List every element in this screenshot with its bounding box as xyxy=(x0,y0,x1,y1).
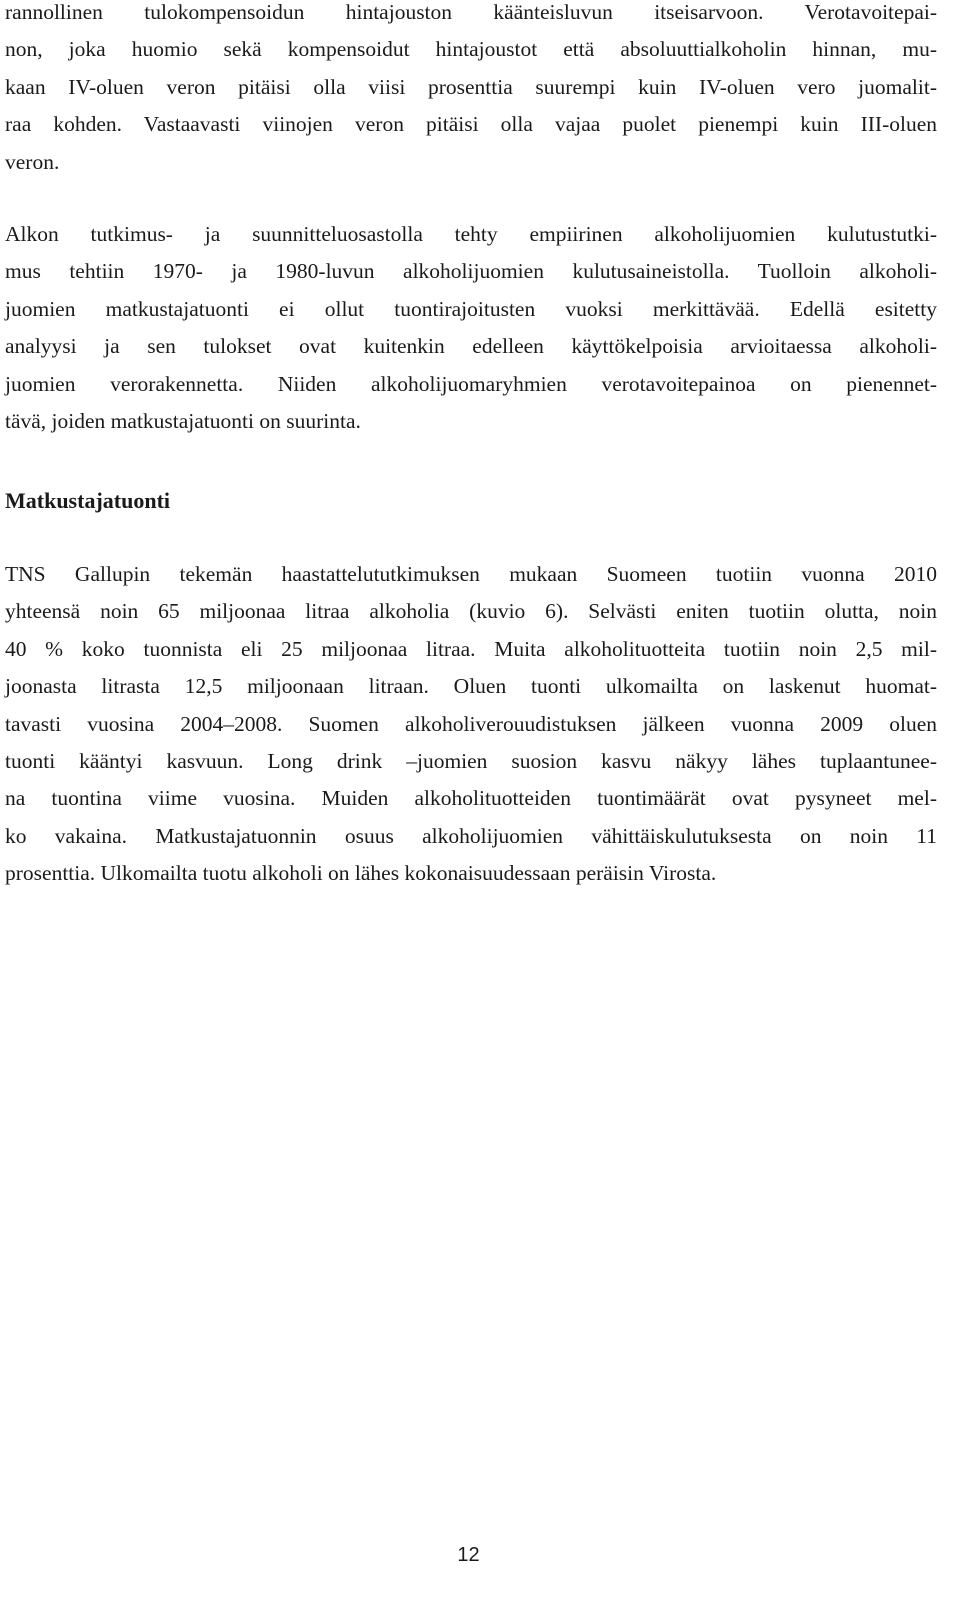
text-line: rannollinen tulokompensoidun hintajouston käänteisluvun itseisarvoon. Verotavoitepai- xyxy=(5,0,937,24)
paragraph-tax-weights xyxy=(5,0,937,181)
text-line: prosenttia. Ulkomailta tuotu alkoholi on lähes kokonaisuudessaan peräisin Virosta. xyxy=(5,861,717,886)
text-line: juomien matkustajatuonti ei ollut tuontirajoitusten vuoksi merkittävää. Edellä esitetty xyxy=(5,296,937,321)
text-line: analyysi ja sen tulokset ovat kuitenkin edelleen käyttökelpoisia arvioitaessa alkoholi- xyxy=(5,334,937,359)
text-line: 40 % koko tuonnista eli 25 miljoonaa litraa. Muita alkoholituotteita tuotiin noin 2,5 mil- xyxy=(5,636,937,661)
text-line: juomien verorakennetta. Niiden alkoholijuomaryhmien verotavoitepainoa on pienennet- xyxy=(5,371,937,396)
text-line: na tuontina viime vuosina. Muiden alkoholituotteiden tuontimäärät ovat pysyneet mel- xyxy=(5,786,937,811)
text-line: tävä, joiden matkustajatuonti on suurinta. xyxy=(5,409,361,434)
page-number: 12 xyxy=(457,1544,480,1566)
text-line: kaan IV-oluen veron pitäisi olla viisi prosenttia suurempi kuin IV-oluen vero juomalit- xyxy=(5,74,937,99)
paragraph-alko-study xyxy=(5,216,937,440)
text-line: TNS Gallupin tekemän haastattelututkimuksen mukaan Suomeen tuotiin vuonna 2010 xyxy=(5,562,937,586)
section-heading: Matkustajatuonti xyxy=(5,488,171,513)
text-line: Alkon tutkimus- ja suunnitteluosastolla tehty empiirinen alkoholijuomien kulutustutki- xyxy=(5,222,937,246)
text-line: tuonti kääntyi kasvuun. Long drink –juomien suosion kasvu näkyy lähes tuplaantunee- xyxy=(5,749,937,774)
text-line: raa kohden. Vastaavasti viinojen veron pitäisi olla vajaa puolet pienempi kuin III-oluen xyxy=(5,112,937,137)
text-line: ko vakaina. Matkustajatuonnin osuus alkoholijuomien vähittäiskulutuksesta on noin 11 xyxy=(5,823,937,848)
text-line: joonasta litrasta 12,5 miljoonaan litraan. Oluen tuonti ulkomailta on laskenut huomat- xyxy=(5,674,937,699)
text-line: tavasti vuosina 2004–2008. Suomen alkoholiverouudistuksen jälkeen vuonna 2009 oluen xyxy=(5,711,937,736)
text-line: veron. xyxy=(5,149,60,174)
paragraph-traveller-imports xyxy=(5,556,937,893)
text-line: mus tehtiin 1970- ja 1980-luvun alkoholijuomien kulutusaineistolla. Tuolloin alkoholi- xyxy=(5,259,937,284)
text-line: non, joka huomio sekä kompensoidut hintajoustot että absoluuttialkoholin hinnan, mu- xyxy=(5,37,937,62)
text-line: yhteensä noin 65 miljoonaa litraa alkoholia (kuvio 6). Selvästi eniten tuotiin olutta, noin xyxy=(5,599,937,624)
